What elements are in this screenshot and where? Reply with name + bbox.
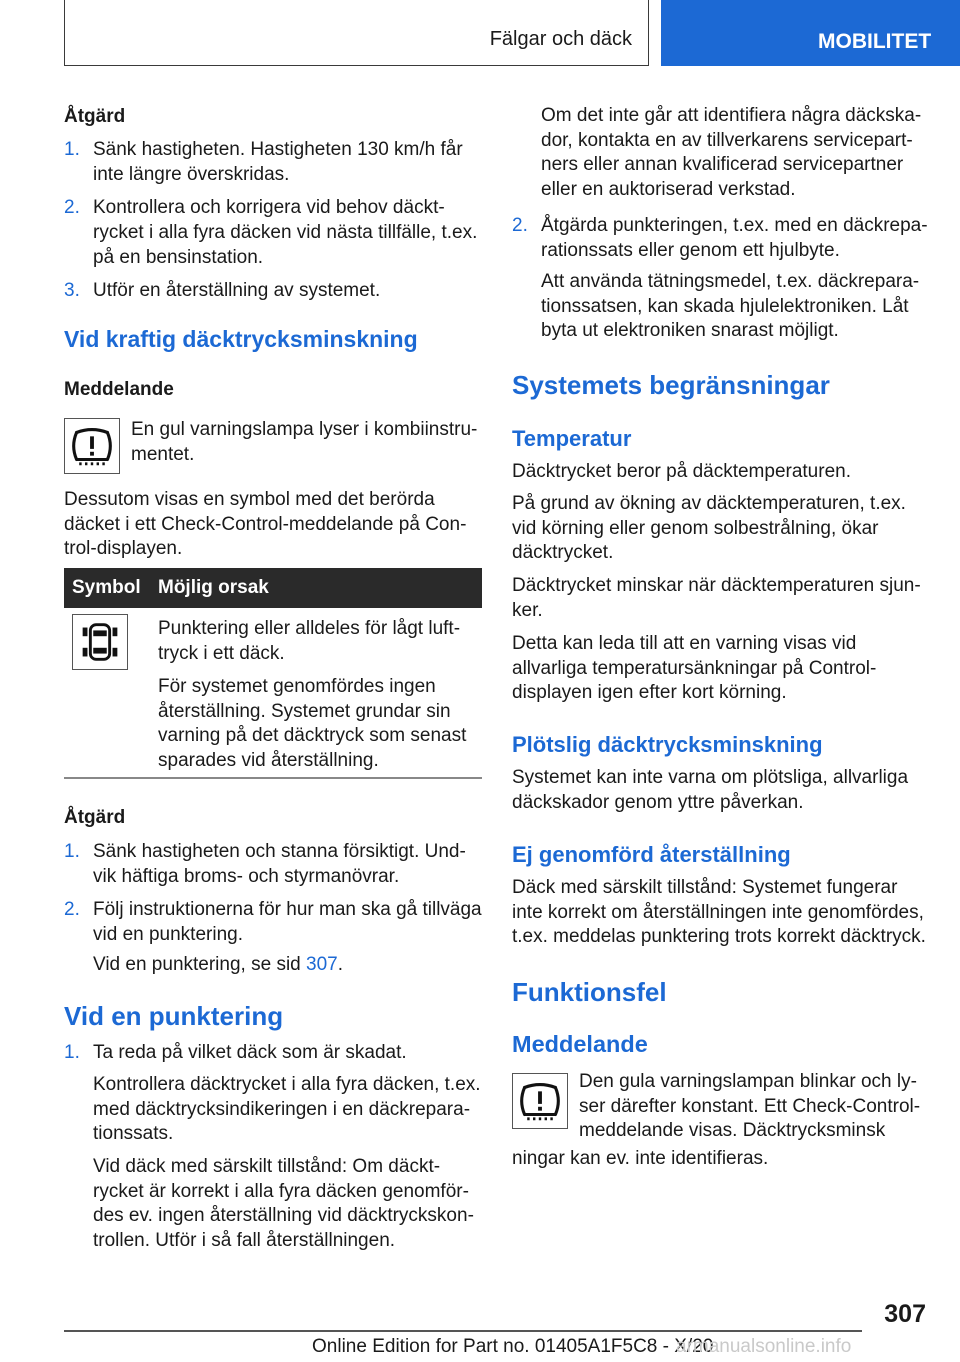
check-control-text: Dessutom visas en symbol med det berörda däcket i ett Check-Control-meddelande på Control-displayen. (64, 489, 467, 559)
table-cause-text-2: För systemet genomfördes ingen återställning. Systemet grundar sin varning på det däcktryck som senast sparades vid återställning. (158, 676, 467, 771)
list-item: 1. Sänk hastigheten. Hastigheten 130 km/h får inte längre överskridas. (64, 139, 463, 185)
temperature-title: Temperatur (512, 426, 632, 451)
tpms-warning-icon (64, 418, 120, 474)
table-col-cause: Möjlig orsak (158, 577, 269, 598)
footer-edition: Online Edition for Part no. 01405A1F5C8 - X/20 (312, 1336, 714, 1357)
sealant-warning-text: Att använda tätningsmedel, t.ex. däckreparationssatsen, kan skada hjulelektroniken. Låt byta ut elektroniken snarast möjligt. (541, 271, 920, 341)
page-link-307[interactable]: 307 (306, 954, 338, 975)
malfunction-message-text: Den gula varningslampan blinkar och lyser därefter konstant. Ett Check-Control-meddelande visas. Däcktrycksminsk (579, 1071, 921, 1141)
malfunction-message-title: Meddelande (512, 1031, 648, 1057)
list-item: 3. Utför en återställning av systemet. (64, 280, 381, 301)
meddelande-text: En gul varningslampa lyser i kombiinstrumentet. (131, 419, 478, 465)
list-item: 2. Åtgärda punkteringen, t.ex. med en däckreparationssats eller genom ett hjulbyte. (512, 215, 928, 261)
meddelande-heading: Meddelande (64, 379, 174, 400)
temperature-para-3: Däcktrycket minskar när däcktemperaturen sjunker. (512, 575, 921, 621)
no-reset-para: Däck med särskilt tillstånd: Systemet fungerar inte korrekt om återställningen inte genomfördes, t.ex. meddelas punktering trots korrekt däcktryck. (512, 877, 926, 947)
table-cause-text-1: Punktering eller alldeles för lågt lufttryck i ett däck. (158, 618, 461, 664)
list-item: 2. Följ instruktionerna för hur man ska gå tillväga vid en punktering. (64, 899, 482, 945)
vid-punktering-para-2: Vid däck med särskilt tillstånd: Om däcktrycket är korrekt i alla fyra däcken genomfördes ev. ingen återställning vid däcktryckskontrollen. Utför i så fall återställningen. (93, 1156, 474, 1251)
punktering-reference: Vid en punktering, se sid 307. (93, 954, 343, 975)
header-chapter-tab[interactable] (661, 0, 960, 66)
sudden-loss-para: Systemet kan inte varna om plötsliga, allvarliga däckskador genom yttre påverkan. (512, 767, 909, 813)
page-number: 307 (884, 1300, 926, 1328)
section-title-strong-loss: Vid kraftig däcktrycksminskning (64, 326, 418, 352)
footer-rule (64, 1330, 862, 1332)
atgard-heading-1: Åtgärd (64, 106, 126, 127)
vid-punktering-title: Vid en punktering (64, 1001, 284, 1031)
header-section-title: Fälgar och däck (489, 28, 632, 50)
watermark: armanualsonline.info (676, 1336, 852, 1357)
tpms-warning-icon (512, 1073, 568, 1129)
temperature-para-2: På grund av ökning av däcktemperaturen, t.ex. vid körning eller genom solbestrålning, ökar däcktrycket. (512, 493, 906, 563)
header-section-box (64, 0, 649, 66)
symbol-table-header (64, 568, 482, 608)
table-bottom-rule (64, 777, 482, 779)
vid-punktering-para-1: Kontrollera däcktrycket i alla fyra däcken, t.ex. med däcktrycksindikeringen i en däckreparationssats. (93, 1074, 481, 1144)
header-chapter-label: MOBILITET (818, 30, 932, 53)
malfunction-title: Funktionsfel (512, 977, 667, 1007)
table-col-symbol: Symbol (72, 577, 141, 598)
list-item: 1. Ta reda på vilket däck som är skadat. (64, 1042, 407, 1063)
no-reset-title: Ej genomförd återställning (512, 842, 791, 867)
atgard-heading-2: Åtgärd (64, 807, 126, 828)
malfunction-message-tail: ningar kan ev. inte identifieras. (512, 1148, 769, 1169)
sudden-loss-title: Plötslig däcktrycksminskning (512, 732, 823, 757)
car-tire-icon (72, 614, 128, 670)
service-partner-text: Om det inte går att identifiera några däckskador, kontakta en av tillverkarens servicepartners eller annan kvalificerad servicepartner eller en auktoriserad verkstad. (541, 105, 922, 200)
temperature-para-4: Detta kan leda till att en varning visas vid allvarliga temperatursänkningar på Control-displayen igen efter kort körning. (512, 633, 877, 703)
list-item: 2. Kontrollera och korrigera vid behov däcktrycket i alla fyra däcken vid nästa tillfälle, t.ex. på en bensinstation. (64, 197, 478, 268)
temperature-para-1: Däcktrycket beror på däcktemperaturen. (512, 461, 851, 482)
list-item: 1. Sänk hastigheten och stanna försiktigt. Undvik häftiga broms- och styrmanövrar. (64, 841, 466, 887)
system-limits-title: Systemets begränsningar (512, 370, 830, 400)
